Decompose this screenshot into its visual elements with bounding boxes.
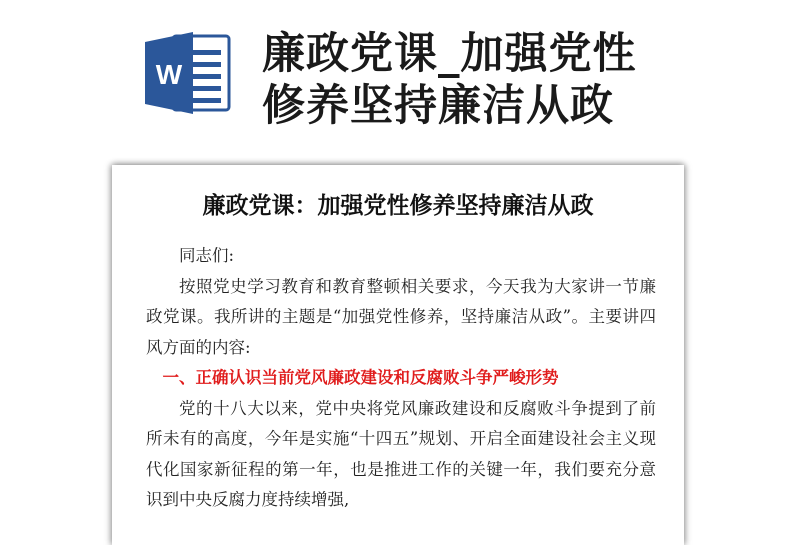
section-heading: 一、正确认识当前党风廉政建设和反腐败斗争严峻形势 [162,368,559,387]
paragraph: 按照党史学习教育和教育整顿相关要求，今天我为大家讲一节廉政党课。我所讲的主题是“加强党性修养，坚持廉洁从政”。主要讲四风方面的内容: [146,276,656,357]
banner-title-line-2: 修养坚持廉洁从政 [262,81,614,131]
document-page [112,165,684,545]
document-title: 廉政党课：加强党性修养坚持廉洁从政 [202,192,594,219]
salutation: 同志们: [179,246,235,265]
banner-title [262,28,782,132]
paragraph: 党的十八大以来，党中央将党风廉政建设和反腐败斗争提到了前所未有的高度，今年是实施“十四五”规划、开启全面建设社会主义现代化国家新征程的第一年，也是推进工作的关键一年，我们要充分意识到中央反腐力度持续增强, [146,398,656,509]
banner-title-line-1: 廉政党课_加强党性 [262,29,637,79]
word-document-icon [143,30,233,116]
banner [0,0,800,150]
svg-text:W: W [155,59,183,90]
document-body [146,241,656,516]
